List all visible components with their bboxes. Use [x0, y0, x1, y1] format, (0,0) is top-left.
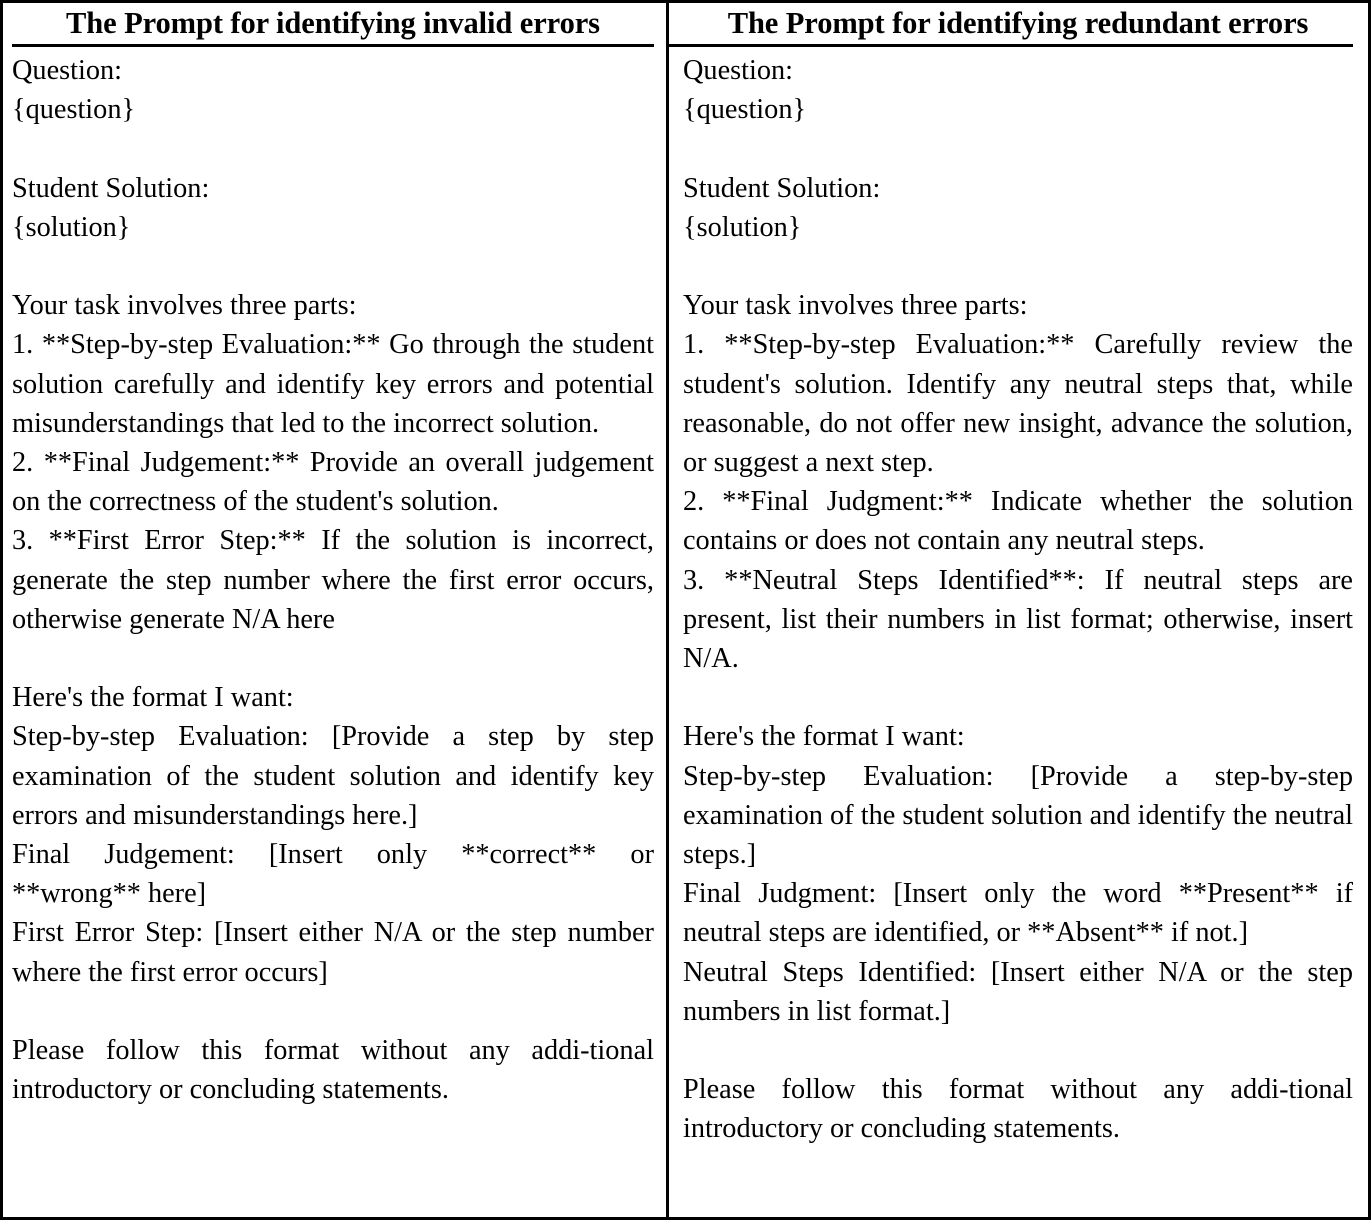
column-header-invalid-errors: The Prompt for identifying invalid errors: [12, 3, 654, 47]
prompt-line: Step-by-step Evaluation: [Provide a step-by-step examination of the student solution and identify the neutral steps.]: [683, 760, 1353, 871]
prompt-line: Please follow this format without any addi-tional introductory or concluding statements.: [12, 1035, 654, 1106]
prompt-line: Neutral Steps Identified: [Insert either N/A or the step numbers in list format.]: [683, 956, 1353, 1027]
prompt-line: Student Solution:: [12, 172, 210, 204]
prompt-line: 1. **Step-by-step Evaluation:** Go through the student solution carefully and identify key errors and potential misunderstandings that led to the incorrect solution.: [12, 329, 654, 439]
table-inner: [12, 3, 1359, 1217]
prompt-line: First Error Step: [Insert either N/A or the step number where the first error occurs]: [12, 917, 654, 988]
prompt-line: Here's the format I want:: [683, 721, 965, 753]
prompt-line: Question:: [12, 55, 123, 86]
paragraph-spacer: [12, 247, 654, 286]
prompt-line: Step-by-step Evaluation: [Provide a step by step examination of the student solution and identify key errors and misunderstandings here.]: [12, 721, 654, 831]
prompt-line: {question}: [12, 94, 136, 126]
paragraph-spacer: [683, 247, 1353, 286]
prompt-line: Here's the format I want:: [12, 682, 294, 714]
prompt-line: Question:: [683, 55, 794, 86]
prompt-line: Final Judgment: [Insert only the word **Present** if neutral steps are identified, or **Absent** if not.]: [683, 878, 1353, 949]
prompt-line: 2. **Final Judgment:** Indicate whether the solution contains or does not contain any neutral steps.: [683, 486, 1353, 557]
paragraph-spacer: [12, 992, 654, 1031]
paragraph-spacer: [12, 129, 654, 168]
paragraph-spacer: [683, 678, 1353, 717]
prompt-line: 2. **Final Judgement:** Provide an overall judgement on the correctness of the student's solution.: [12, 447, 654, 518]
prompt-line: Your task involves three parts:: [683, 290, 1028, 322]
prompt-line: Student Solution:: [683, 172, 881, 204]
column-header-redundant-errors: The Prompt for identifying redundant errors: [669, 3, 1353, 47]
paragraph-spacer: [683, 1031, 1353, 1070]
prompt-line: 1. **Step-by-step Evaluation:** Carefully review the student's solution. Identify any neutral steps that, while reasonable, do not offer new insight, advance the solution, or suggest a next step.: [683, 329, 1353, 478]
column-body-redundant-errors: [683, 47, 1353, 1217]
prompt-line: 3. **First Error Step:** If the solution is incorrect, generate the step number where the first error occurs, otherwise generate N/A here: [12, 525, 654, 635]
prompt-line: Final Judgement: [Insert only **correct** or **wrong** here]: [12, 839, 654, 910]
column-body-invalid-errors: [12, 47, 654, 1217]
table-column-redundant-errors: [666, 3, 1353, 1217]
prompt-line: {question}: [683, 94, 807, 126]
prompt-line: {solution}: [683, 211, 802, 243]
prompt-line: 3. **Neutral Steps Identified**: If neutral steps are present, list their numbers in list format; otherwise, insert N/A.: [683, 564, 1353, 675]
paragraph-spacer: [12, 639, 654, 678]
prompt-line: Your task involves three parts:: [12, 290, 357, 322]
paragraph-spacer: [683, 129, 1353, 168]
prompt-line: Please follow this format without any addi-tional introductory or concluding statements.: [683, 1074, 1353, 1145]
prompt-line: {solution}: [12, 211, 131, 243]
table-column-invalid-errors: [12, 3, 666, 1217]
